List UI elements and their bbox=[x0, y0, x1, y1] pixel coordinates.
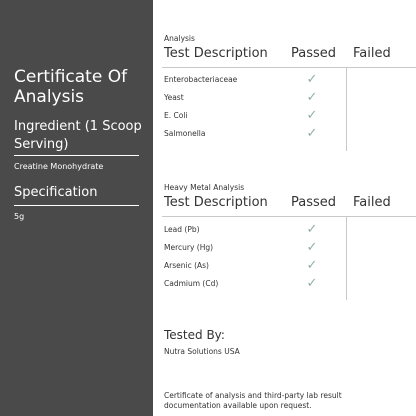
analysis-header-passed: Passed bbox=[291, 46, 337, 61]
heavy-metal-header-description: Test Description bbox=[164, 195, 268, 210]
table-row: Lead (Pb) bbox=[164, 225, 200, 234]
check-icon: ✓ bbox=[306, 72, 318, 87]
ingredient-rule bbox=[14, 155, 139, 156]
ingredient-heading bbox=[14, 118, 144, 154]
table-row: Arsenic (As) bbox=[164, 261, 209, 270]
tested-by-value: Nutra Solutions USA bbox=[164, 347, 240, 356]
heavy-metal-caption: Heavy Metal Analysis bbox=[164, 183, 245, 192]
check-icon: ✓ bbox=[306, 222, 318, 237]
ingredient-heading-text: Ingredient (1 Scoop Serving) bbox=[14, 119, 142, 152]
analysis-caption: Analysis bbox=[164, 34, 195, 43]
analysis-header-rule bbox=[162, 67, 416, 68]
analysis-column-divider bbox=[346, 67, 347, 151]
check-icon: ✓ bbox=[306, 258, 318, 273]
table-row: Yeast bbox=[164, 93, 184, 102]
specification-heading: Specification bbox=[14, 185, 98, 200]
specification-rule bbox=[14, 205, 139, 206]
check-icon: ✓ bbox=[306, 276, 318, 291]
check-icon: ✓ bbox=[306, 108, 318, 123]
table-row: Salmonella bbox=[164, 129, 206, 138]
tested-by-heading: Tested By: bbox=[164, 328, 225, 342]
table-row: Mercury (Hg) bbox=[164, 243, 214, 252]
right-panel bbox=[153, 0, 416, 416]
heavy-metal-header-passed: Passed bbox=[291, 195, 337, 210]
heavy-metal-column-divider bbox=[346, 216, 347, 300]
check-icon: ✓ bbox=[306, 240, 318, 255]
table-row: Enterobacteriaceae bbox=[164, 75, 238, 84]
check-icon: ✓ bbox=[306, 90, 318, 105]
heavy-metal-header-rule bbox=[162, 216, 416, 217]
ingredient-value: Creatine Monohydrate bbox=[14, 162, 104, 171]
table-row: Cadmium (Cd) bbox=[164, 279, 219, 288]
footer-note: Certificate of analysis and third-party lab result documentation available upon request. bbox=[164, 391, 342, 410]
certificate-title: Certificate Of Analysis bbox=[14, 67, 128, 107]
left-panel bbox=[0, 0, 153, 416]
check-icon: ✓ bbox=[306, 126, 318, 141]
specification-value: 5g bbox=[14, 212, 25, 221]
analysis-header-failed: Failed bbox=[353, 46, 391, 61]
heavy-metal-header-failed: Failed bbox=[353, 195, 391, 210]
table-row: E. Coli bbox=[164, 111, 188, 120]
analysis-header-description: Test Description bbox=[164, 46, 268, 61]
